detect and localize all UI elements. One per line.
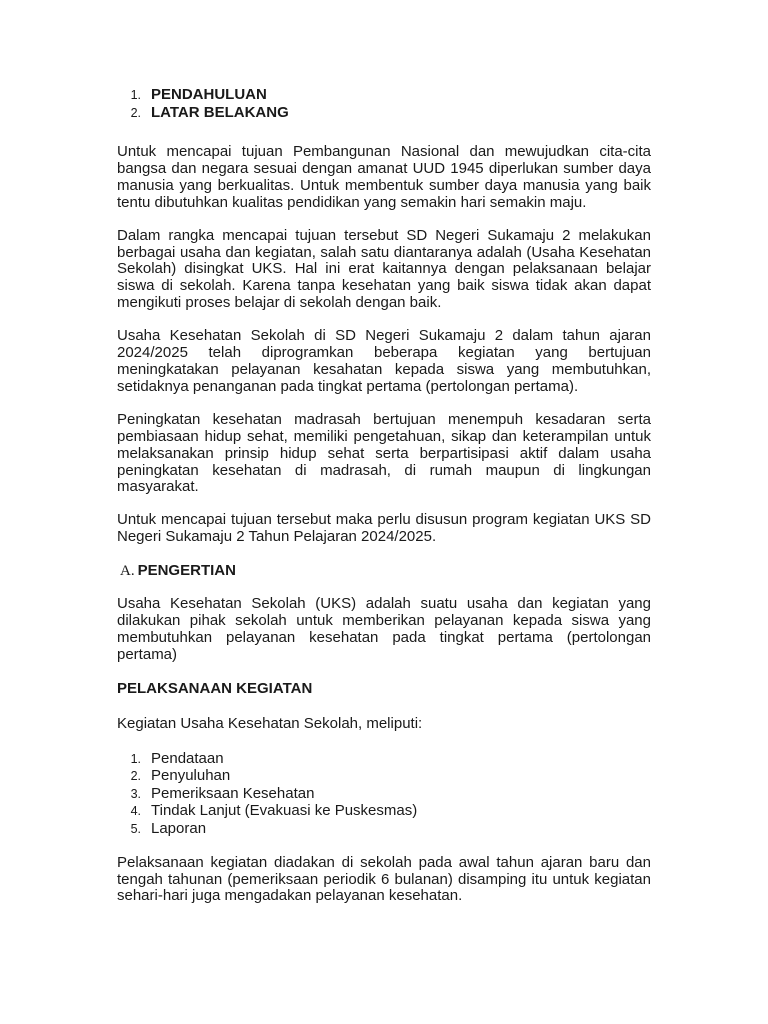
list-item-label: Laporan [151, 820, 207, 838]
paragraph-intro-3: Usaha Kesehatan Sekolah di SD Negeri Sukamaju 2 dalam tahun ajaran 2024/2025 telah diprogramkan beberapa kegiatan yang bertujuan meningkatakan pelayanan kesahatan kepada siswa yang membutuhkan, setidaknya penanganan pada tingkat pertama (pertolongan pertama). [117, 327, 651, 395]
heading-number: 1. [130, 88, 141, 102]
list-item-label: Pemeriksaan Kesehatan [151, 784, 315, 802]
section-title: PENGERTIAN [137, 562, 236, 580]
section-marker: A. [120, 563, 135, 580]
list-item-label: Penyuluhan [151, 767, 231, 785]
heading-item-latar-belakang [117, 104, 651, 122]
list-item-number: 1. [130, 751, 141, 766]
paragraph-intro-4: Peningkatan kesehatan madrasah bertujuan menempuh kesadaran serta pembiasaan hidup sehat, memiliki pengetahuan, sikap dan keterampilan untuk melaksanakan prinsip hidup sehat serta berpartisipasi aktif dalam usaha peningkatan kesehatan di madrasah, di rumah maupun di lingkungan masyarakat. [117, 410, 651, 496]
paragraph-intro-1: Untuk mencapai tujuan Pembangunan Nasional dan mewujudkan cita-cita bangsa dan negara sesuai dengan amanat UUD 1945 diperlukan sumber daya manusia yang berkualitas. Untuk membentuk sumber daya manusia yang baik tentu dibutuhkan kualitas pendidikan yang semakin hari semakin maju. [117, 143, 651, 211]
paragraph-pelaksanaan-closing: Pelaksanaan kegiatan diadakan di sekolah pada awal tahun ajaran baru dan tengah tahunan (pemeriksaan periodik 6 bulanan) disamping itu untuk kegiatan sehari-hari juga mengadakan pelayanan kesehatan. [117, 853, 651, 905]
heading-item-pendahuluan [117, 86, 651, 104]
paragraph-intro-5: Untuk mencapai tujuan tersebut maka perlu disusun program kegiatan UKS SD Negeri Sukamaju 2 Tahun Pelajaran 2024/2025. [117, 511, 651, 546]
main-heading-list [117, 86, 651, 122]
list-item [117, 785, 651, 803]
list-item [117, 767, 651, 785]
list-item-number: 4. [130, 804, 141, 819]
paragraph-intro-2: Dalam rangka mencapai tujuan tersebut SD Negeri Sukamaju 2 melakukan berbagai usaha dan kegiatan, salah satu diantaranya adalah (Usaha Kesehatan Sekolah) disingkat UKS. Hal ini erat kaitannya dengan pelaksanaan belajar siswa di sekolah. Karena tanpa kesehatan yang baik siswa tidak akan dapat mengikuti proses belajar di sekolah dengan baik. [117, 226, 651, 312]
activity-list [117, 750, 651, 838]
paragraph-kegiatan-intro: Kegiatan Usaha Kesehatan Sekolah, meliputi: [117, 714, 423, 732]
list-item-label: Pendataan [151, 749, 224, 767]
section-heading-pengertian [117, 562, 651, 580]
heading-label: LATAR BELAKANG [151, 104, 289, 121]
list-item [117, 802, 651, 820]
list-item-number: 5. [130, 822, 141, 837]
list-item-number: 3. [130, 786, 141, 801]
heading-number: 2. [130, 106, 141, 120]
document-page [117, 86, 651, 921]
heading-label: PENDAHULUAN [151, 86, 267, 103]
section-heading-pelaksanaan: PELAKSANAAN KEGIATAN [117, 679, 313, 697]
paragraph-pengertian: Usaha Kesehatan Sekolah (UKS) adalah suatu usaha dan kegiatan yang dilakukan pihak sekolah untuk memberikan pelayanan kepada siswa yang membutuhkan pelayanan kesehatan pada tingkat pertama (pertolongan pertama) [117, 595, 651, 663]
list-item [117, 750, 651, 768]
list-item-label: Tindak Lanjut (Evakuasi ke Puskesmas) [151, 802, 418, 820]
list-item-number: 2. [130, 769, 141, 784]
list-item [117, 820, 651, 838]
